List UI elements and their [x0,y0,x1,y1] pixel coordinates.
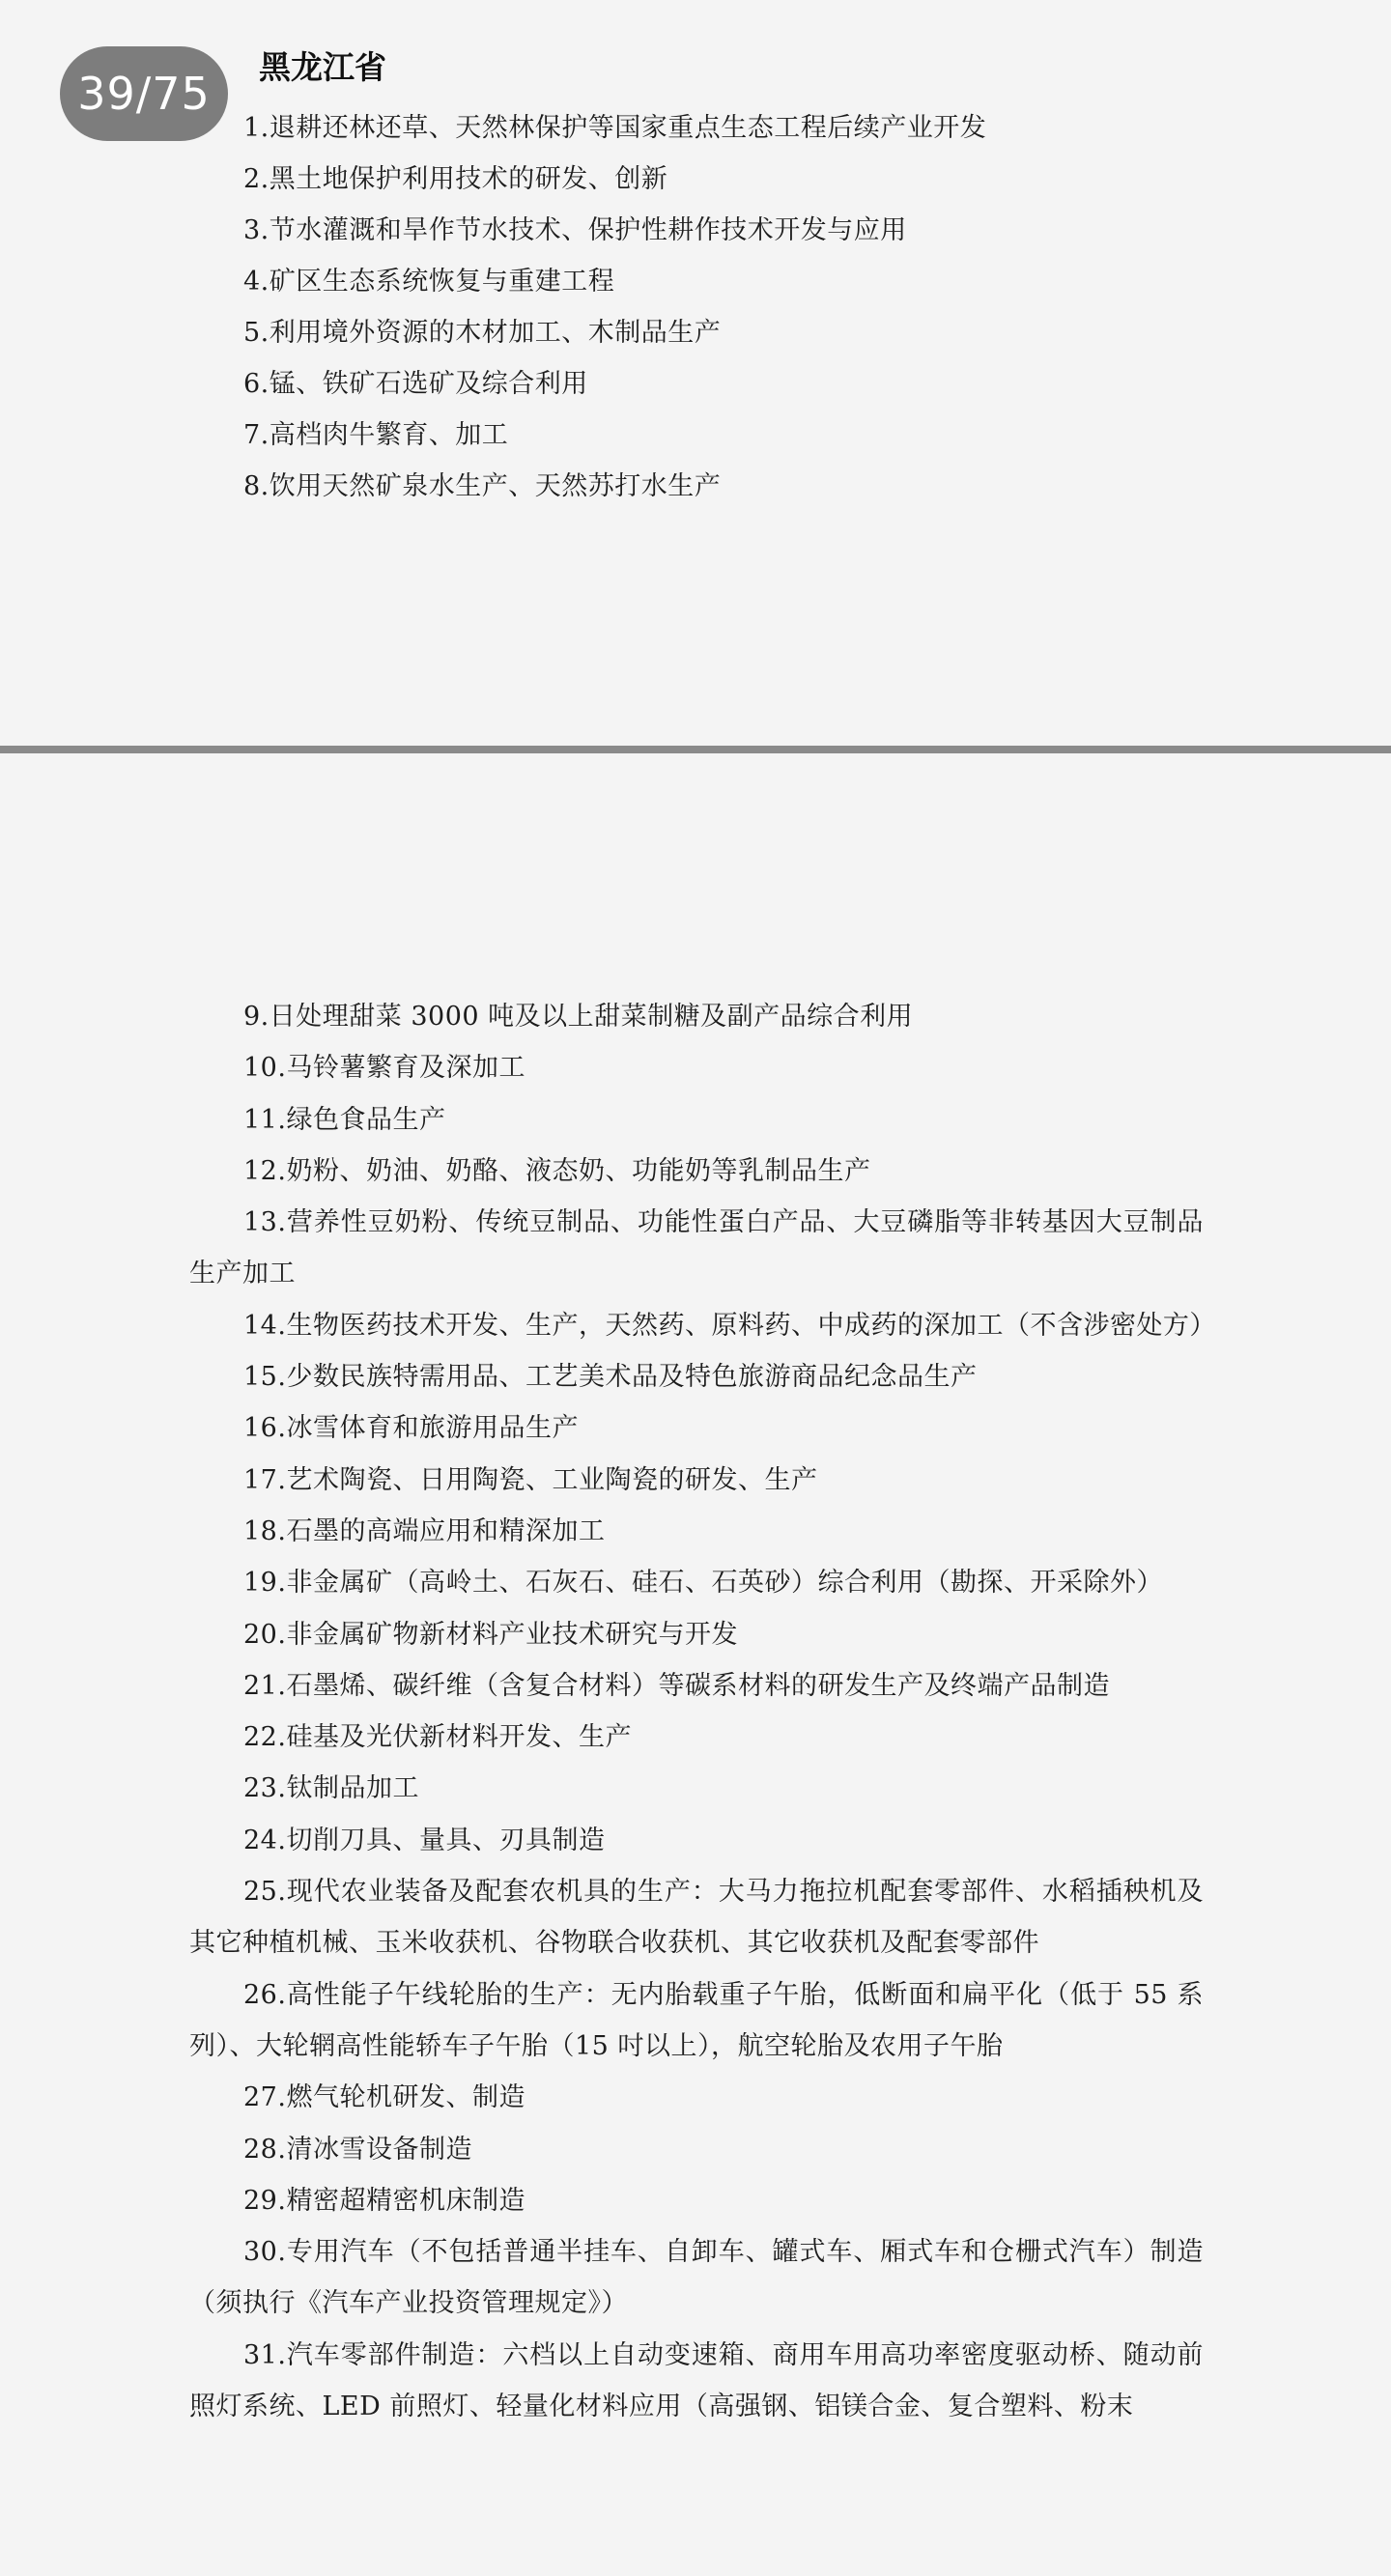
list-item: 31.汽车零部件制造：六档以上自动变速箱、商用车用高功率密度驱动桥、随动前照灯系统、LED 前照灯、轻量化材料应用（高强钢、铝镁合金、复合塑料、粉末 [189,2339,1204,2422]
list-item: 26.高性能子午线轮胎的生产：无内胎载重子午胎，低断面和扁平化（低于 55 系列）、大轮辋高性能轿车子午胎（15 吋以上），航空轮胎及农用子午胎 [189,1979,1204,2061]
list-item: 23.钛制品加工 [243,1773,419,1804]
list-item: 7.高档肉牛繁育、加工 [243,420,509,450]
list-item: 11.绿色食品生产 [243,1104,446,1135]
list-item: 12.奶粉、奶油、奶酪、液态奶、功能奶等乳制品生产 [243,1155,871,1186]
list-item: 6.锰、铁矿石选矿及综合利用 [243,369,588,399]
list-item: 1.退耕还林还草、天然林保护等国家重点生态工程后续产业开发 [243,113,987,143]
list-item: 29.精密超精密机床制造 [243,2185,525,2216]
list-item: 9.日处理甜菜 3000 吨及以上甜菜制糖及副产品综合利用 [243,1002,914,1032]
list-item: 25.现代农业装备及配套农机具的生产：大马力拖拉机配套零部件、水稻插秧机及其它种植机械、玉米收获机、谷物联合收获机、其它收获机及配套零部件 [189,1877,1204,1959]
list-item: 8.饮用天然矿泉水生产、天然苏打水生产 [243,471,722,501]
list-item: 10.马铃薯繁育及深加工 [243,1053,525,1084]
page-divider [0,746,1391,753]
list-item: 5.利用境外资源的木材加工、木制品生产 [243,318,722,348]
list-item: 15.少数民族特需用品、工艺美术品及特色旅游商品纪念品生产 [243,1362,978,1393]
list-item: 30.专用汽车（不包括普通半挂车、自卸车、罐式车、厢式车和仓栅式汽车）制造（须执行《汽车产业投资管理规定》） [189,2237,1204,2319]
list-item: 2.黑土地保护利用技术的研发、创新 [243,164,668,194]
industry-list-page-bottom [189,991,1216,2432]
province-heading: 黑龙江省 [259,48,386,86]
list-item: 17.艺术陶瓷、日用陶瓷、工业陶瓷的研发、生产 [243,1464,818,1495]
list-item: 27.燃气轮机研发、制造 [243,2082,525,2113]
list-item: 19.非金属矿（高岭土、石灰石、硅石、石英砂）综合利用（勘探、开采除外） [243,1568,1163,1599]
industry-list-page-top [243,102,986,512]
list-item: 14.生物医药技术开发、生产，天然药、原料药、中成药的深加工（不含涉密处方） [243,1310,1216,1341]
document-page-top [0,0,1391,746]
list-item: 18.石墨的高端应用和精深加工 [243,1515,606,1546]
list-item: 4.矿区生态系统恢复与重建工程 [243,267,615,297]
list-item: 16.冰雪体育和旅游用品生产 [243,1413,579,1444]
page-number-badge: 39/75 [60,46,228,141]
list-item: 21.石墨烯、碳纤维（含复合材料）等碳系材料的研发生产及终端产品制造 [243,1670,1110,1701]
list-item: 3.节水灌溉和旱作节水技术、保护性耕作技术开发与应用 [243,215,907,245]
list-item: 13.营养性豆奶粉、传统豆制品、功能性蛋白产品、大豆磷脂等非转基因大豆制品生产加工 [189,1207,1204,1289]
list-item: 28.清冰雪设备制造 [243,2134,472,2165]
list-item: 22.硅基及光伏新材料开发、生产 [243,1722,632,1753]
list-item: 20.非金属矿物新材料产业技术研究与开发 [243,1619,738,1650]
list-item: 24.切削刀具、量具、刃具制造 [243,1825,606,1855]
